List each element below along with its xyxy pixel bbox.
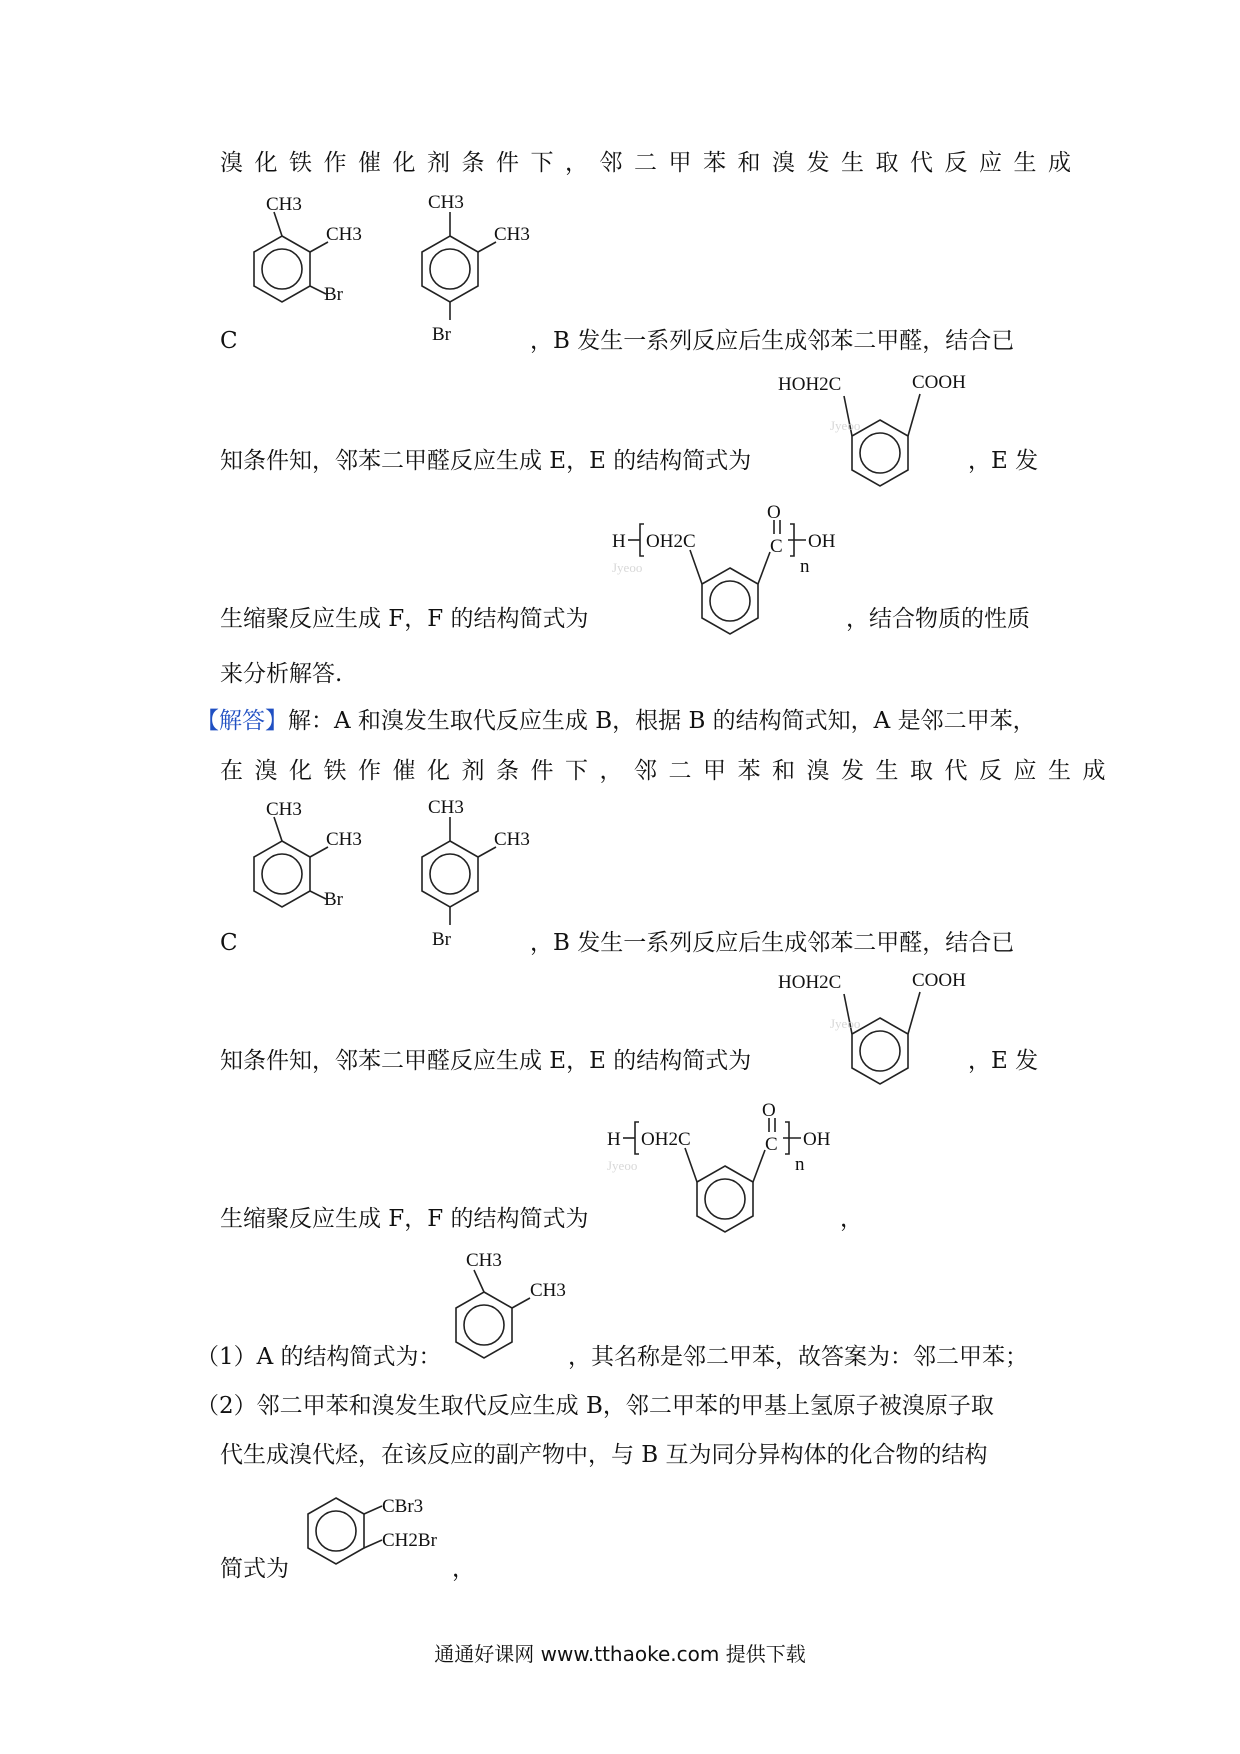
analysis-line-4-suffix: ，结合物质的性质 <box>846 606 1030 632</box>
structure-c-bromo-xylene-1 <box>220 190 540 345</box>
svg-text:Br: Br <box>432 324 451 345</box>
analysis-line-2-suffix: ，B 发生一系列反应后生成邻苯二甲醛，结合已 <box>530 328 1015 354</box>
svg-text:CH3: CH3 <box>428 192 464 213</box>
svg-text:COOH: COOH <box>912 970 966 991</box>
answer-line-3-prefix: C <box>220 930 238 956</box>
q1-prefix: （1）A 的结构简式为： <box>196 1344 442 1370</box>
answer-line-5-suffix: ， <box>840 1206 863 1232</box>
svg-text:OH2C: OH2C <box>646 531 696 552</box>
svg-text:CH3: CH3 <box>494 224 530 245</box>
svg-text:HOH2C: HOH2C <box>778 374 842 395</box>
answer-line-4-prefix: 知条件知，邻苯二甲醛反应生成 E，E 的结构简式为 <box>220 1048 752 1074</box>
structure-e-1 <box>770 368 1010 498</box>
analysis-line-5: 来分析解答. <box>220 661 343 687</box>
svg-text:COOH: COOH <box>912 372 966 393</box>
svg-text:CH3: CH3 <box>466 1250 502 1271</box>
svg-text:H: H <box>612 531 626 552</box>
q2-line-3-suffix: ， <box>452 1556 475 1582</box>
svg-text:OH: OH <box>808 531 836 552</box>
svg-text:Jyeoo: Jyeoo <box>830 1016 861 1031</box>
analysis-line-2-prefix: C <box>220 328 238 354</box>
answer-line-1: 【解答】解：A 和溴发生取代反应生成 B，根据 B 的结构简式知，A 是邻二甲苯， <box>196 708 1036 734</box>
answer-tag: 【解答】 <box>196 708 288 734</box>
svg-text:C: C <box>765 1134 778 1155</box>
analysis-line-3-suffix: ，E 发 <box>968 448 1039 474</box>
svg-text:n: n <box>800 556 810 577</box>
svg-text:HOH2C: HOH2C <box>778 972 842 993</box>
svg-text:CH3: CH3 <box>326 829 362 850</box>
svg-text:O: O <box>762 1100 776 1121</box>
answer-line-4-suffix: ，E 发 <box>968 1048 1039 1074</box>
svg-text:Br: Br <box>324 889 343 910</box>
svg-text:Jyeoo: Jyeoo <box>612 560 643 575</box>
analysis-line-1: 溴化铁作催化剂条件下，邻二甲苯和溴发生取代反应生成 <box>220 150 1083 176</box>
svg-text:C: C <box>770 536 783 557</box>
answer-line-5-prefix: 生缩聚反应生成 F，F 的结构简式为 <box>220 1206 589 1232</box>
svg-text:O: O <box>767 502 781 523</box>
svg-text:CH3: CH3 <box>494 829 530 850</box>
svg-text:CH3: CH3 <box>266 799 302 820</box>
svg-text:CH2Br: CH2Br <box>382 1530 437 1551</box>
ch3-label: CH3 <box>266 194 302 215</box>
q1-suffix: ，其名称是邻二甲苯，故答案为：邻二甲苯； <box>568 1344 1028 1370</box>
svg-text:CH3: CH3 <box>326 224 362 245</box>
svg-text:Br: Br <box>324 284 343 305</box>
analysis-line-4-prefix: 生缩聚反应生成 F，F 的结构简式为 <box>220 606 589 632</box>
structure-e-2 <box>770 966 1010 1096</box>
svg-text:H: H <box>607 1129 621 1150</box>
answer-line-3-suffix: ，B 发生一系列反应后生成邻苯二甲醛，结合已 <box>530 930 1015 956</box>
svg-text:CBr3: CBr3 <box>382 1496 424 1517</box>
page-footer: 通通好课网 www.tthaoke.com 提供下载 <box>434 1642 806 1666</box>
q2-line-1: （2）邻二甲苯和溴发生取代反应生成 B，邻二甲苯的甲基上氢原子被溴原子取 <box>196 1393 994 1419</box>
q2-line-3-prefix: 简式为 <box>220 1556 289 1582</box>
answer-line-2: 在溴化铁作催化剂条件下，邻二甲苯和溴发生取代反应生成 <box>220 758 1117 784</box>
svg-text:CH3: CH3 <box>428 797 464 818</box>
q2-line-2: 代生成溴代烃，在该反应的副产物中，与 B 互为同分异构体的化合物的结构 <box>220 1442 988 1468</box>
analysis-line-3-prefix: 知条件知，邻苯二甲醛反应生成 E，E 的结构简式为 <box>220 448 752 474</box>
svg-text:OH2C: OH2C <box>641 1129 691 1150</box>
svg-text:Br: Br <box>432 929 451 950</box>
svg-text:Jyeoo: Jyeoo <box>830 418 861 433</box>
structure-c-bromo-xylene-2 <box>220 795 540 950</box>
svg-text:Jyeoo: Jyeoo <box>607 1158 638 1173</box>
svg-text:CH3: CH3 <box>530 1280 566 1301</box>
svg-text:OH: OH <box>803 1129 831 1150</box>
svg-text:n: n <box>795 1154 805 1175</box>
